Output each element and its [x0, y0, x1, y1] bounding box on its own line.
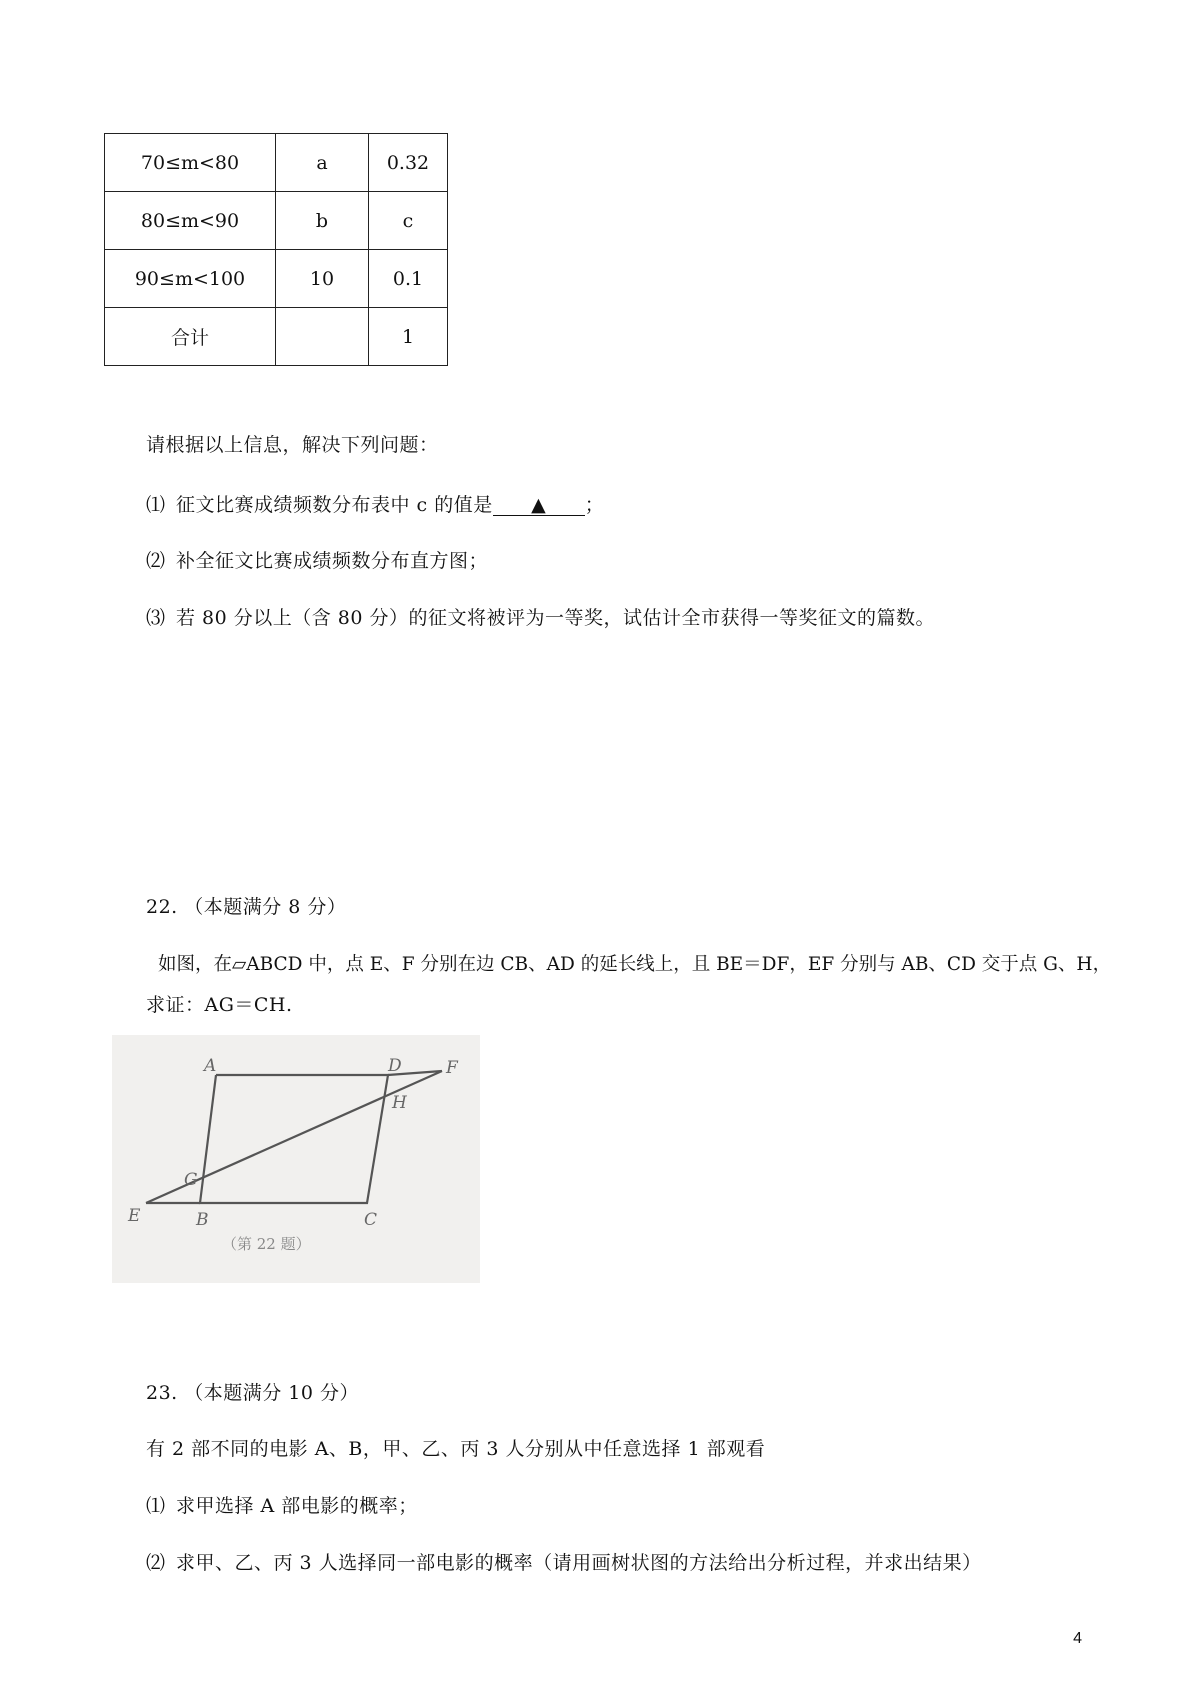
frequency-table — [104, 133, 448, 366]
q23-part2-text: 求甲、乙、丙 3 人选择同一部电影的概率（请用画树状图的方法给出分析过程，并求出结果） — [176, 1552, 982, 1574]
table-cell-range: 70≤m<80 — [105, 134, 276, 192]
table-cell-range: 90≤m<100 — [105, 250, 276, 308]
q23-part1-number: ⑴ — [146, 1495, 166, 1517]
q21-part1-number: ⑴ — [146, 494, 166, 516]
label-a: A — [204, 1056, 217, 1076]
q21-part3-text: 若 80 分以上（含 80 分）的征文将被评为一等奖，试估计全市获得一等奖征文的篇数。 — [176, 607, 936, 629]
q23-intro: 有 2 部不同的电影 A、B，甲、乙、丙 3 人分别从中任意选择 1 部观看 — [146, 1438, 766, 1460]
label-c: C — [364, 1210, 378, 1230]
table-cell-range: 80≤m<90 — [105, 192, 276, 250]
q23-part2-number: ⑵ — [146, 1552, 166, 1574]
label-h: H — [392, 1093, 407, 1113]
q21-part3-number: ⑶ — [146, 607, 166, 629]
page-number: 4 — [1073, 1630, 1082, 1647]
q21-part1 — [176, 490, 604, 517]
parallelogram-abcd — [200, 1075, 388, 1203]
q21-part2-text: 补全征文比赛成绩频数分布直方图； — [176, 550, 489, 572]
label-g: G — [184, 1170, 198, 1190]
table-cell-count — [276, 308, 369, 366]
label-b: B — [196, 1210, 209, 1230]
label-f: F — [446, 1058, 458, 1078]
table-row — [105, 250, 448, 308]
q21-part2-number: ⑵ — [146, 550, 166, 572]
q22-header: 22. （本题满分 8 分） — [146, 896, 347, 918]
answer-blank: ▲ — [493, 495, 585, 516]
q21-part1-end: ； — [584, 494, 605, 516]
q22-figure — [112, 1035, 480, 1283]
label-e: E — [128, 1206, 141, 1226]
table-row — [105, 134, 448, 192]
q21-part1-text: 征文比赛成绩频数分布表中 c 的值是 — [176, 494, 493, 516]
table-cell-count: a — [276, 134, 369, 192]
q23-header: 23. （本题满分 10 分） — [146, 1382, 360, 1404]
q21-intro: 请根据以上信息，解决下列问题： — [146, 434, 439, 456]
table-cell-frequency: 0.1 — [369, 250, 448, 308]
table-cell-count: 10 — [276, 250, 369, 308]
figure-caption: （第 22 题） — [222, 1235, 311, 1253]
table-row — [105, 192, 448, 250]
parallelogram-diagram — [112, 1035, 480, 1283]
table-cell-frequency: c — [369, 192, 448, 250]
table-cell-range: 合计 — [105, 308, 276, 366]
table-cell-frequency: 1 — [369, 308, 448, 366]
label-d: D — [388, 1056, 402, 1076]
q22-body-line2: 求证：AG＝CH. — [146, 994, 293, 1016]
q22-body-line1: 如图，在▱ABCD 中，点 E、F 分别在边 CB、AD 的延长线上，且 BE＝DF，EF 分别与 AB、CD 交于点 G、H， — [158, 954, 1112, 975]
table-row-total — [105, 308, 448, 366]
q23-part1-text: 求甲选择 A 部电影的概率； — [176, 1495, 418, 1517]
table-cell-count: b — [276, 192, 369, 250]
table-cell-frequency: 0.32 — [369, 134, 448, 192]
